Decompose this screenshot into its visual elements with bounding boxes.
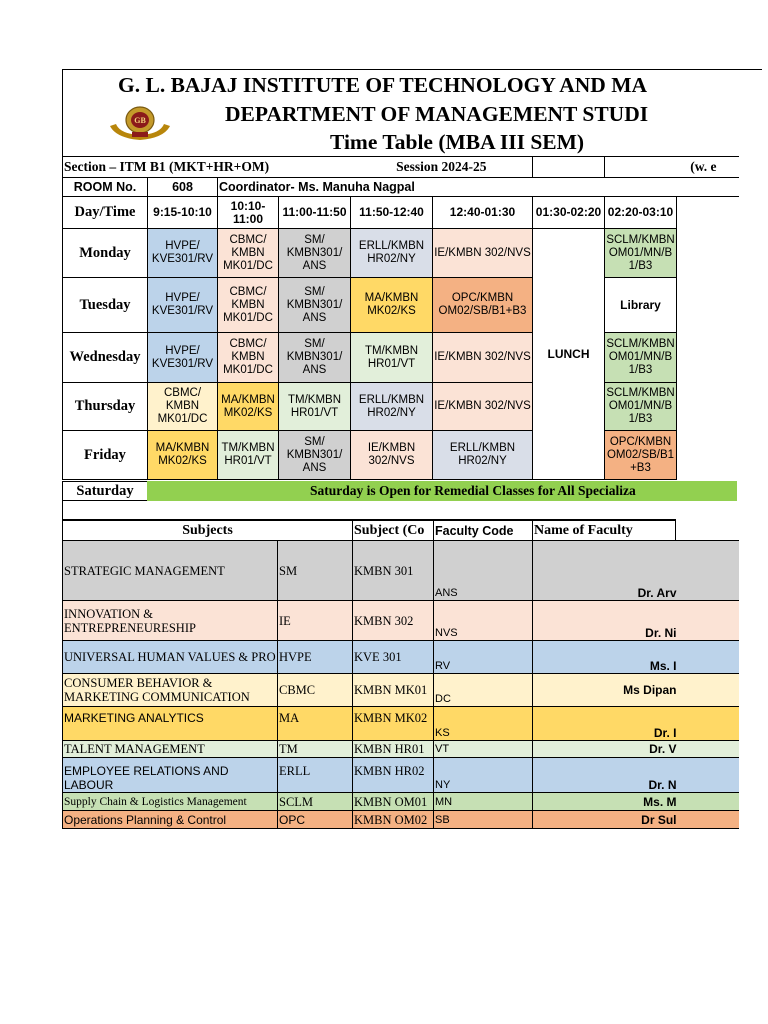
- department-name: DEPARTMENT OF MANAGEMENT STUDI: [225, 102, 649, 126]
- subject-code: KMBN MK02: [353, 707, 434, 741]
- subject-name: EMPLOYEE RELATIONS AND LABOUR: [63, 758, 278, 793]
- faculty-name: Ms. M: [533, 793, 739, 811]
- svg-text:GB: GB: [134, 116, 146, 125]
- info-empty-cell: [533, 157, 605, 178]
- subject-code: KMBN OM02: [353, 811, 434, 829]
- slot-header-3: 11:00-11:50: [279, 197, 351, 229]
- timetable-title: Time Table (MBA III SEM): [330, 130, 585, 154]
- class-cell: SM/ KMBN301/ ANS: [279, 333, 351, 383]
- day-time-header: Day/Time: [63, 197, 148, 229]
- class-cell: TM/KMBN HR01/VT: [218, 431, 279, 480]
- subject-row: [63, 758, 739, 793]
- institute-logo: [106, 104, 174, 142]
- room-label: ROOM No.: [63, 178, 148, 197]
- subject-code: KMBN MK01: [353, 674, 434, 707]
- faculty-name: Ms. I: [533, 641, 739, 674]
- subject-code: KMBN 302: [353, 601, 434, 641]
- class-cell: OPC/KMBN OM02/SB/B1 +B3: [605, 431, 677, 480]
- subject-code: KMBN OM01: [353, 793, 434, 811]
- faculty-code-header: Faculty Code: [434, 521, 533, 541]
- subject-abbr: SCLM: [278, 793, 353, 811]
- faculty-code: KS: [434, 707, 533, 741]
- faculty-name: Dr Sul: [533, 811, 739, 829]
- class-cell: CBMC/ KMBN MK01/DC: [148, 383, 218, 431]
- faculty-name: Dr. Ni: [533, 601, 739, 641]
- class-cell: ERLL/KMBN HR02/NY: [351, 383, 433, 431]
- session-label: Session 2024-25: [351, 157, 533, 178]
- subject-abbr: ERLL: [278, 758, 353, 793]
- saturday-remedial-note: Saturday is Open for Remedial Classes for All Specializa: [147, 481, 737, 501]
- subjects-table: [62, 520, 739, 829]
- day-friday: Friday: [63, 431, 148, 480]
- class-cell: OPC/KMBN OM02/SB/B1+B3: [433, 278, 533, 333]
- class-cell: TM/KMBN HR01/VT: [351, 333, 433, 383]
- faculty-name: Dr. V: [533, 741, 739, 758]
- room-number: 608: [148, 178, 218, 197]
- subject-name: Supply Chain & Logistics Management: [63, 793, 278, 811]
- faculty-code: DC: [434, 674, 533, 707]
- subject-row: [63, 674, 739, 707]
- subject-code: KMBN HR02: [353, 758, 434, 793]
- faculty-code: ANS: [434, 541, 533, 601]
- subject-abbr: CBMC: [278, 674, 353, 707]
- faculty-code: MN: [434, 793, 533, 811]
- slot-header-5: 12:40-01:30: [433, 197, 533, 229]
- faculty-name-header: Name of Faculty: [533, 521, 676, 541]
- subject-code: KMBN HR01: [353, 741, 434, 758]
- faculty-name: Dr. N: [533, 758, 739, 793]
- header-blank: [676, 521, 739, 541]
- slot-header-2: 10:10- 11:00: [218, 197, 279, 229]
- subject-name: CONSUMER BEHAVIOR & MARKETING COMMUNICATION: [63, 674, 278, 707]
- class-cell: TM/KMBN HR01/VT: [279, 383, 351, 431]
- subject-abbr: SM: [278, 541, 353, 601]
- class-cell: MA/KMBN MK02/KS: [351, 278, 433, 333]
- subject-row: [63, 541, 739, 601]
- library-cell: Library: [605, 278, 677, 333]
- slot-header-1: 9:15-10:10: [148, 197, 218, 229]
- subject-name: TALENT MANAGEMENT: [63, 741, 278, 758]
- class-cell: SM/ KMBN301/ ANS: [279, 278, 351, 333]
- class-cell: IE/KMBN 302/NVS: [433, 229, 533, 278]
- faculty-name: Dr. I: [533, 707, 739, 741]
- slot-header-4: 11:50-12:40: [351, 197, 433, 229]
- subject-name: INNOVATION & ENTREPRENEURESHIP: [63, 601, 278, 641]
- info-table: [62, 156, 739, 197]
- class-cell: IE/KMBN 302/NVS: [351, 431, 433, 480]
- subject-row: [63, 793, 739, 811]
- subject-code: KMBN 301: [353, 541, 434, 601]
- faculty-name: Dr. Arv: [533, 541, 739, 601]
- class-cell: MA/KMBN MK02/KS: [148, 431, 218, 480]
- subject-row: [63, 811, 739, 829]
- subject-code: KVE 301: [353, 641, 434, 674]
- subject-row: [63, 741, 739, 758]
- slot-header-7: 02:20-03:10: [605, 197, 677, 229]
- timetable-grid: [62, 196, 677, 480]
- faculty-code: NVS: [434, 601, 533, 641]
- class-cell: SM/ KMBN301/ ANS: [279, 229, 351, 278]
- class-cell: SCLM/KMBN OM01/MN/B 1/B3: [605, 383, 677, 431]
- faculty-name: Ms Dipan: [533, 674, 739, 707]
- class-cell: ERLL/KMBN HR02/NY: [433, 431, 533, 480]
- subject-abbr: IE: [278, 601, 353, 641]
- day-tuesday: Tuesday: [63, 278, 148, 333]
- subject-row: [63, 707, 739, 741]
- subject-name: UNIVERSAL HUMAN VALUES & PRO: [63, 641, 278, 674]
- class-cell: HVPE/ KVE301/RV: [148, 229, 218, 278]
- class-cell: IE/KMBN 302/NVS: [433, 383, 533, 431]
- class-cell: HVPE/ KVE301/RV: [148, 278, 218, 333]
- faculty-code: RV: [434, 641, 533, 674]
- coordinator-name: Coordinator- Ms. Manuha Nagpal: [218, 178, 739, 197]
- faculty-code: VT: [434, 741, 533, 758]
- day-saturday: Saturday: [62, 481, 148, 501]
- spacer-row: [62, 500, 676, 520]
- class-cell: SCLM/KMBN OM01/MN/B 1/B3: [605, 229, 677, 278]
- subject-abbr: TM: [278, 741, 353, 758]
- subject-name: STRATEGIC MANAGEMENT: [63, 541, 278, 601]
- class-cell: MA/KMBN MK02/KS: [218, 383, 279, 431]
- institute-name: G. L. BAJAJ INSTITUTE OF TECHNOLOGY AND MA: [118, 73, 648, 97]
- subject-abbr: HVPE: [278, 641, 353, 674]
- day-monday: Monday: [63, 229, 148, 278]
- day-wednesday: Wednesday: [63, 333, 148, 383]
- class-cell: CBMC/ KMBN MK01/DC: [218, 229, 279, 278]
- class-cell: CBMC/ KMBN MK01/DC: [218, 278, 279, 333]
- class-cell: CBMC/ KMBN MK01/DC: [218, 333, 279, 383]
- section-label: Section – ITM B1 (MKT+HR+OM): [63, 157, 351, 178]
- class-cell: SM/ KMBN301/ ANS: [279, 431, 351, 480]
- subject-row: [63, 641, 739, 674]
- class-cell: HVPE/ KVE301/RV: [148, 333, 218, 383]
- faculty-code: NY: [434, 758, 533, 793]
- subject-name: MARKETING ANALYTICS: [63, 707, 278, 741]
- class-cell: ERLL/KMBN HR02/NY: [351, 229, 433, 278]
- lunch-break: LUNCH: [533, 229, 605, 480]
- wef-label: (w. e: [605, 157, 739, 178]
- subject-row: [63, 601, 739, 641]
- class-cell: IE/KMBN 302/NVS: [433, 333, 533, 383]
- day-thursday: Thursday: [63, 383, 148, 431]
- faculty-code: SB: [434, 811, 533, 829]
- class-cell: SCLM/KMBN OM01/MN/B 1/B3: [605, 333, 677, 383]
- subject-name: Operations Planning & Control: [63, 811, 278, 829]
- slot-header-6: 01:30-02:20: [533, 197, 605, 229]
- subject-abbr: MA: [278, 707, 353, 741]
- subject-code-header: Subject (Co: [353, 521, 434, 541]
- subject-abbr: OPC: [278, 811, 353, 829]
- subjects-header: Subjects: [63, 521, 353, 541]
